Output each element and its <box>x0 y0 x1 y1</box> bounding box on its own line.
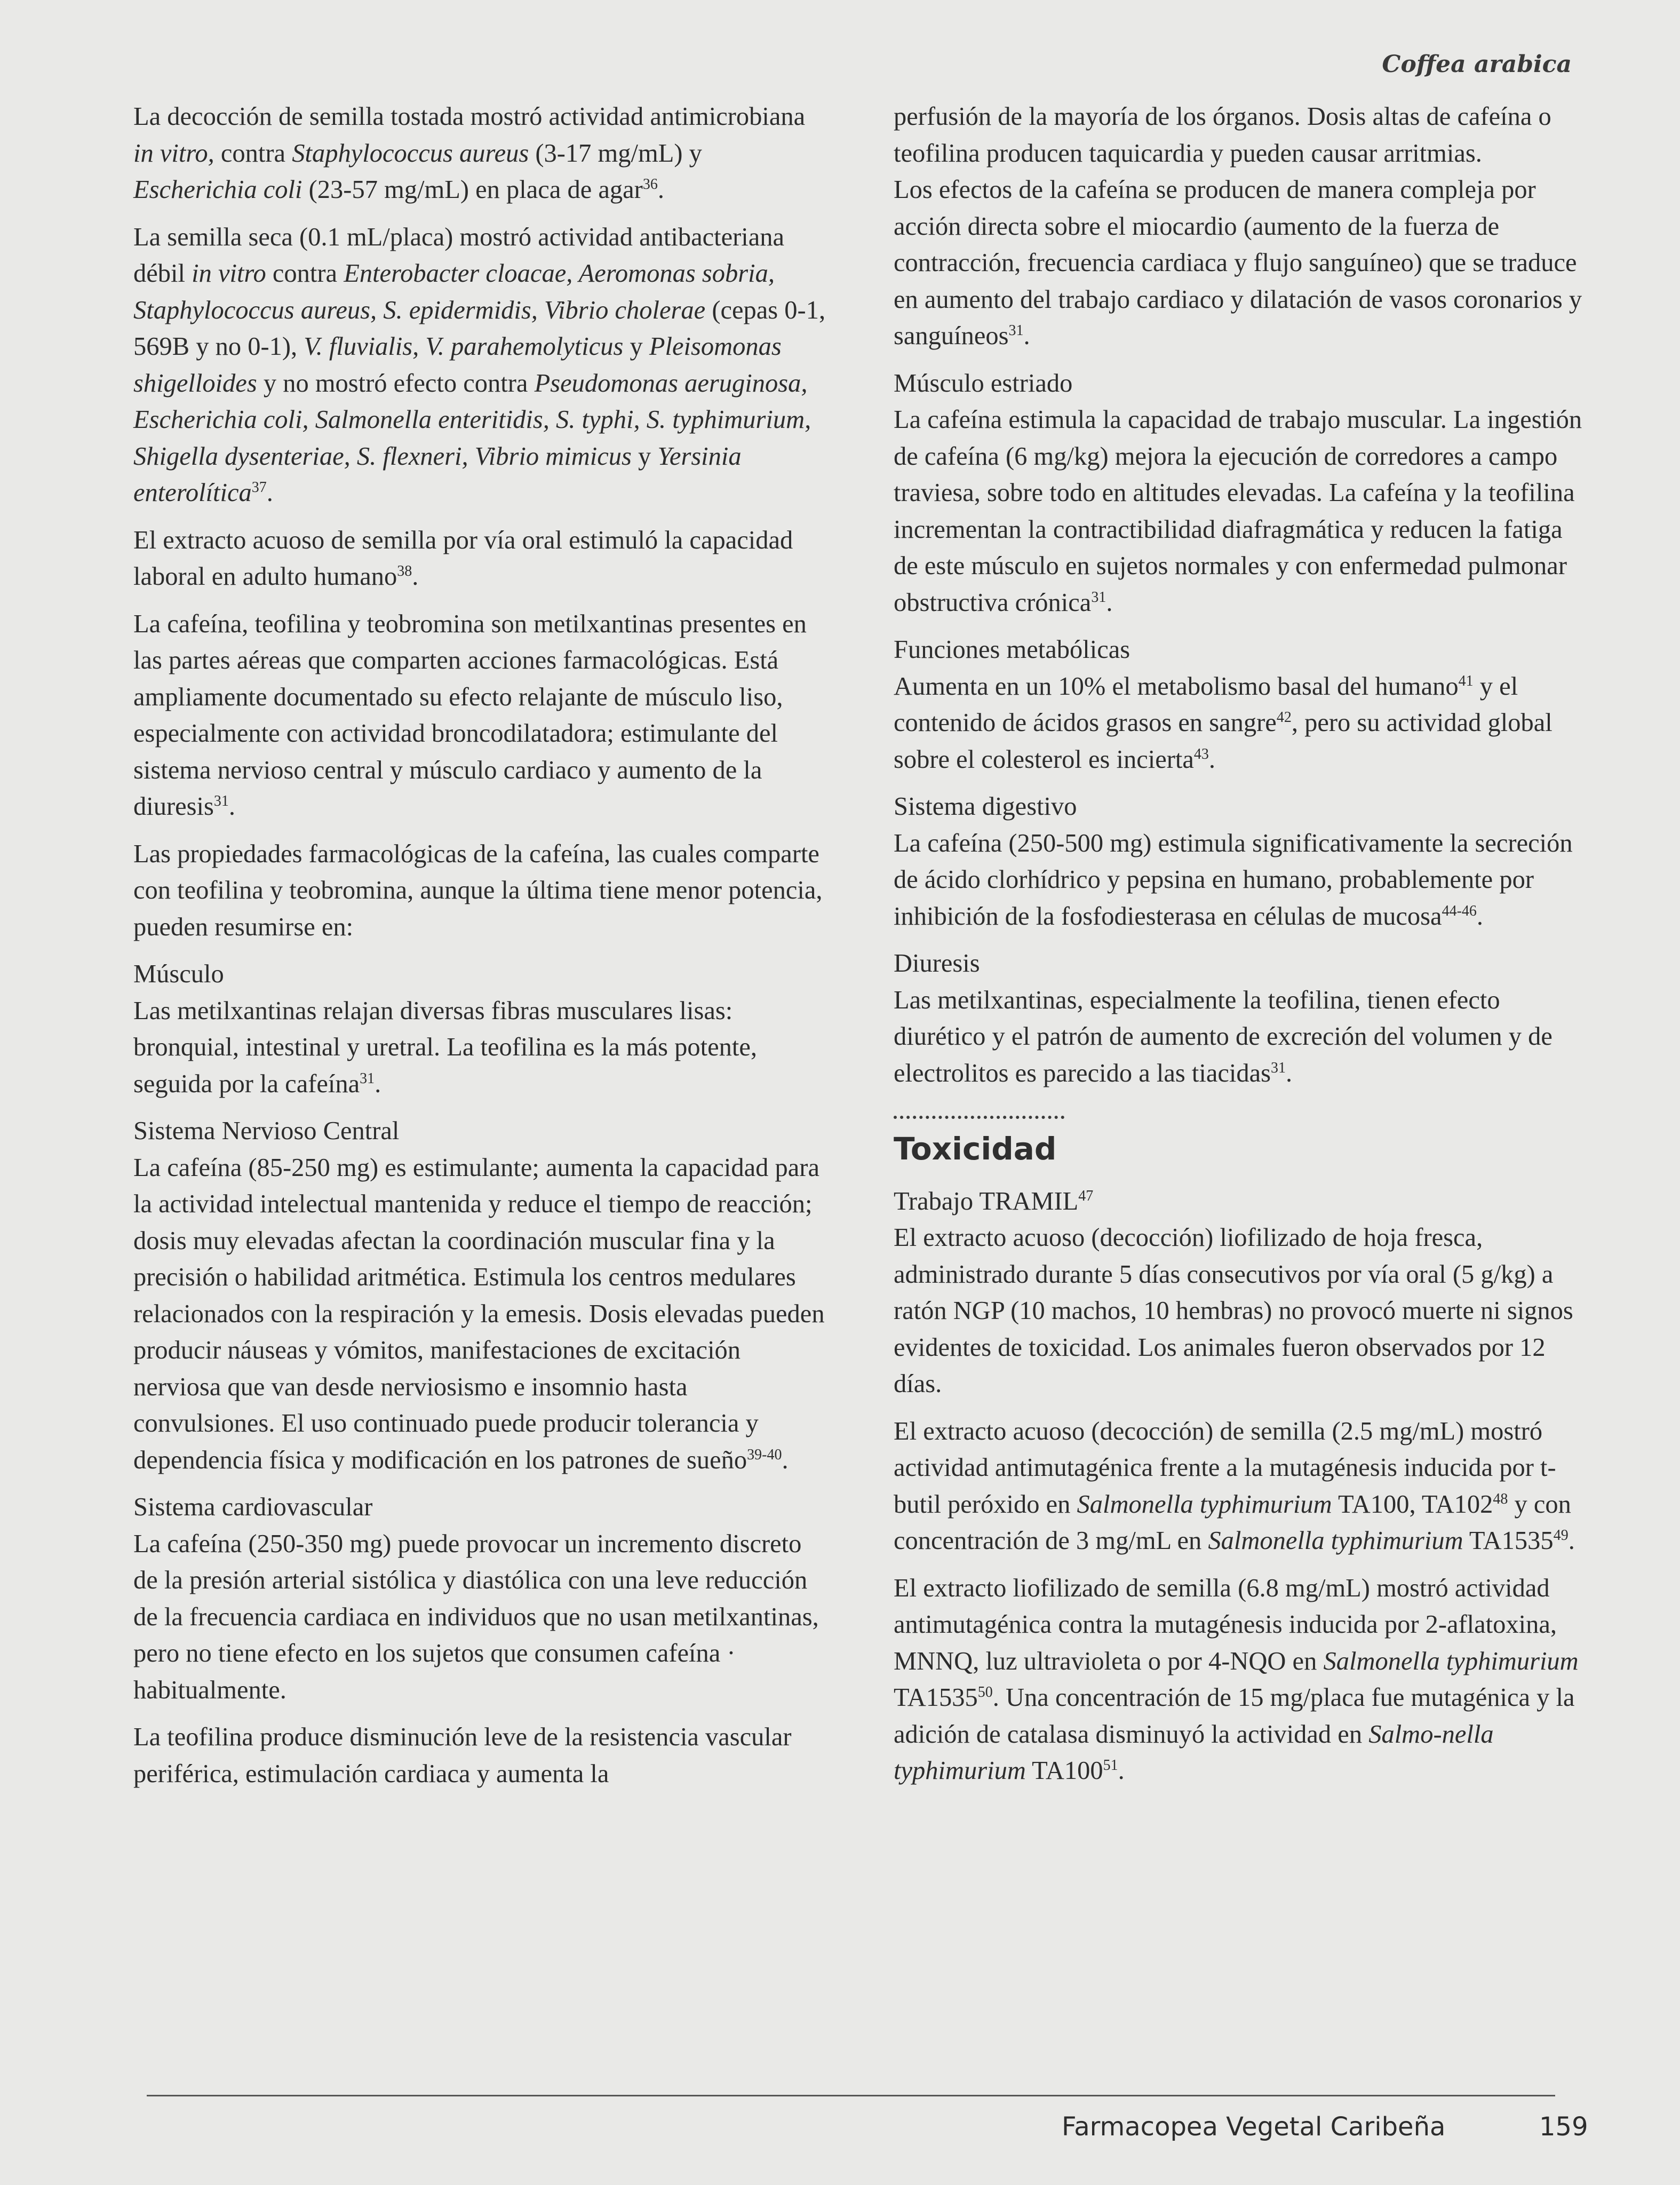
left-column <box>133 99 827 1803</box>
subheading-metabolic: Funciones metabólicas <box>894 635 1130 664</box>
paragraph-perfusion: perfusión de la mayoría de los órganos. Dosis altas de cafeína o teofilina producen taquicardia y pueden causar arritmias. <box>894 102 1551 168</box>
running-title: Coffea arabica <box>1382 51 1572 78</box>
section-heading-toxicidad: Toxicidad <box>894 1116 1064 1167</box>
paragraph-antibacterial: La semilla seca (0.1 mL/placa) mostró actividad antibacteriana débil in vitro contra Enterobacter cloacae, Aeromonas sobria, Staphylococcus aureus, S. epidermidis, Vibrio cholerae (cepas 0-1, 569B y no 0-1), V. fluvialis, V. parahemolyticus y Pleisomonas shigelloides y no mostró efecto contra Pseudomonas aeruginosa, Escherichia coli, Salmonella enteritidis, S. typhi, S. typhimurium, Shigella dysenteriae, S. flexneri, Vibrio mimicus y Yersinia enterolítica$^{37}$. <box>133 223 826 507</box>
paragraph-metabolic: Funciones metabólicas Aumenta en un 10% el metabolismo basal del humano$^{41}$ y el contenido de ácidos grasos en sangre$^{42}$, pero su actividad global sobre el colesterol es incierta$^{43}$. <box>894 632 1587 778</box>
reference: 37 <box>251 479 267 496</box>
paragraph-work-capacity: El extracto acuoso de semilla por vía oral estimuló la capacidad laboral en adulto humano$^{38}$. <box>133 526 793 591</box>
reference: 31 <box>360 1070 375 1087</box>
reference: 38 <box>397 562 412 579</box>
paragraph-diuresis: Diuresis Las metilxantinas, especialmente la teofilina, tienen efecto diurético y el patrón de aumento de excreción del volumen y de electrolitos es parecido a las tiacidas$^{31}$. <box>894 945 1587 1092</box>
footer-divider <box>147 2095 1555 2096</box>
paragraph-muscle: Músculo Las metilxantinas relajan diversas fibras musculares lisas: bronquial, intestinal y uretral. La teofilina es la más potente, seguida por la cafeína$^{31}$. <box>133 956 827 1102</box>
paragraph-caffeine-properties: Las propiedades farmacológicas de la cafeína, las cuales comparte con teofilina y teobromina, aunque la última tiene menor potencia, pueden resumirse en: <box>133 839 823 941</box>
paragraph-antimutagenic-lyophilized: El extracto liofilizado de semilla (6.8 mg/mL) mostró actividad antimutagénica contra la mutagénesis inducida por 2-aflatoxina, MNNQ, luz ultravioleta o por 4-NQO en Salmonella typhimurium TA1535$^{50}$. Una concentración de 15 mg/placa fue mutagénica y la adición de catalasa disminuyó la actividad en Salmo-nella typhimurium $TA100^{51}$. <box>894 1574 1579 1785</box>
reference: 31 <box>213 792 229 809</box>
reference: 39-40 <box>747 1446 782 1463</box>
reference: 31 <box>1091 589 1106 606</box>
subheading-diuresis: Diuresis <box>894 949 980 978</box>
footer-book-title: Farmacopea Vegetal Caribeña <box>1062 2112 1446 2142</box>
subheading-striated-muscle: Músculo estriado <box>894 369 1073 398</box>
subheading-cns: Sistema Nervioso Central <box>133 1117 400 1145</box>
paragraph-theophylline: La teofilina produce disminución leve de la resistencia vascular periférica, estimulación cardiaca y aumenta la <box>133 1723 792 1788</box>
paragraph-antimutagenic-decoction: El extracto acuoso (decocción) de semilla (2.5 mg/mL) mostró actividad antimutagénica frente a la mutagénesis inducida por t-butil peróxido en Salmonella typhimurium TA100, $TA102^{48}$ y con concentración de 3 mg/mL en Salmonella typhimurium TA1535$^{49}$. <box>894 1417 1575 1555</box>
reference: 50 <box>977 1683 993 1701</box>
paragraph-methylxanthines: La cafeína, teofilina y teobromina son metilxantinas presentes en las partes aéreas que comparten acciones farmacológicas. Está ampliamente documentado su efecto relajante de músculo liso, especialmente con actividad broncodilatadora; estimulante del sistema nervioso central y músculo cardiaco y aumento de la diuresis$^{31}$. <box>133 609 807 821</box>
paragraph-tramil: Trabajo TRAMIL$^{47}$ El extracto acuoso (decocción) liofilizado de hoja fresca, administrado durante 5 días consecutivos por vía oral (5 g/kg) a ratón NGP (10 machos, 10 hembras) no provocó muerte ni signos evidentes de toxicidad. Los animales fueron observados por 12 días. <box>894 1183 1587 1403</box>
paragraph-cns: Sistema Nervioso Central La cafeína (85-250 mg) es estimulante; aumenta la capacidad para la actividad intelectual mantenida y reduce el tiempo de reacción; dosis muy elevadas afectan la coordinación muscular fina y la precisión o habilidad aritmética. Estimula los centros medulares relacionados con la respiración y la emesis. Dosis elevadas pueden producir náuseas y vómitos, manifestaciones de excitación nerviosa que van desde nerviosismo e insomnio hasta convulsiones. El uso continuado puede producir tolerancia y dependencia física y modificación en los patrones de sueño$^{39-40}$. <box>133 1113 827 1479</box>
reference: 41 <box>1458 672 1474 689</box>
reference: 43 <box>1193 745 1209 762</box>
reference: 51 <box>1103 1757 1118 1774</box>
right-column <box>894 99 1587 1800</box>
reference: 44-46 <box>1442 902 1477 919</box>
reference: 47 <box>1078 1187 1094 1204</box>
subheading-digestive: Sistema digestivo <box>894 792 1077 821</box>
reference: 48 <box>1493 1490 1508 1507</box>
reference: 49 <box>1553 1527 1568 1544</box>
paragraph-cardiac-effects: Los efectos de la cafeína se producen de manera compleja por acción directa sobre el miocardio (aumento de la fuerza de contracción, frecuencia cardiaca y flujo sanguíneo) que se traduce en aumento del trabajo cardiaco y dilatación de vasos coronarios y sanguíneos$^{31}$. <box>894 176 1582 350</box>
paragraph-antimicrobial: La decocción de semilla tostada mostró actividad antimicrobiana in vitro, contra Staphylococcus aureus (3-17 mg/mL) y Escherichia coli (23-57 mg/mL) en placa de agar$^{36}$. <box>133 102 806 204</box>
reference: 36 <box>642 176 658 193</box>
subheading-tramil: Trabajo TRAMIL$^{47}$ <box>894 1187 1094 1215</box>
reference: 42 <box>1276 709 1292 726</box>
page-number: 159 <box>1539 2112 1588 2142</box>
paragraph-cardiovascular: Sistema cardiovascular La cafeína (250-350 mg) puede provocar un incremento discreto de la presión arterial sistólica y diastólica con una leve reducción de la frecuencia cardiaca en individuos que no usan metilxantinas, pero no tiene efecto en los sujetos que consumen cafeína · habitualmente. <box>133 1489 827 1709</box>
paragraph-digestive: Sistema digestivo La cafeína (250-500 mg) estimula significativamente la secreción de ácido clorhídrico y pepsina en humano, probablemente por inhibición de la fosfodiesterasa en células de mucosa$^{44-46}$. <box>894 789 1587 935</box>
reference: 31 <box>1271 1059 1286 1076</box>
reference: 31 <box>1008 322 1024 339</box>
subheading-muscle: Músculo <box>133 960 224 988</box>
subheading-cardiovascular: Sistema cardiovascular <box>133 1493 373 1521</box>
paragraph-striated-muscle: Músculo estriado La cafeína estimula la capacidad de trabajo muscular. La ingestión de cafeína (6 mg/kg) mejora la ejecución de corredores a campo traviesa, sobre todo en altitudes elevadas. La cafeína y la teofilina incrementan la contractibilidad diafragmática y reducen la fatiga de este músculo en sujetos normales y con enfermedad pulmonar obstructiva crónica$^{31}$. <box>894 366 1587 622</box>
